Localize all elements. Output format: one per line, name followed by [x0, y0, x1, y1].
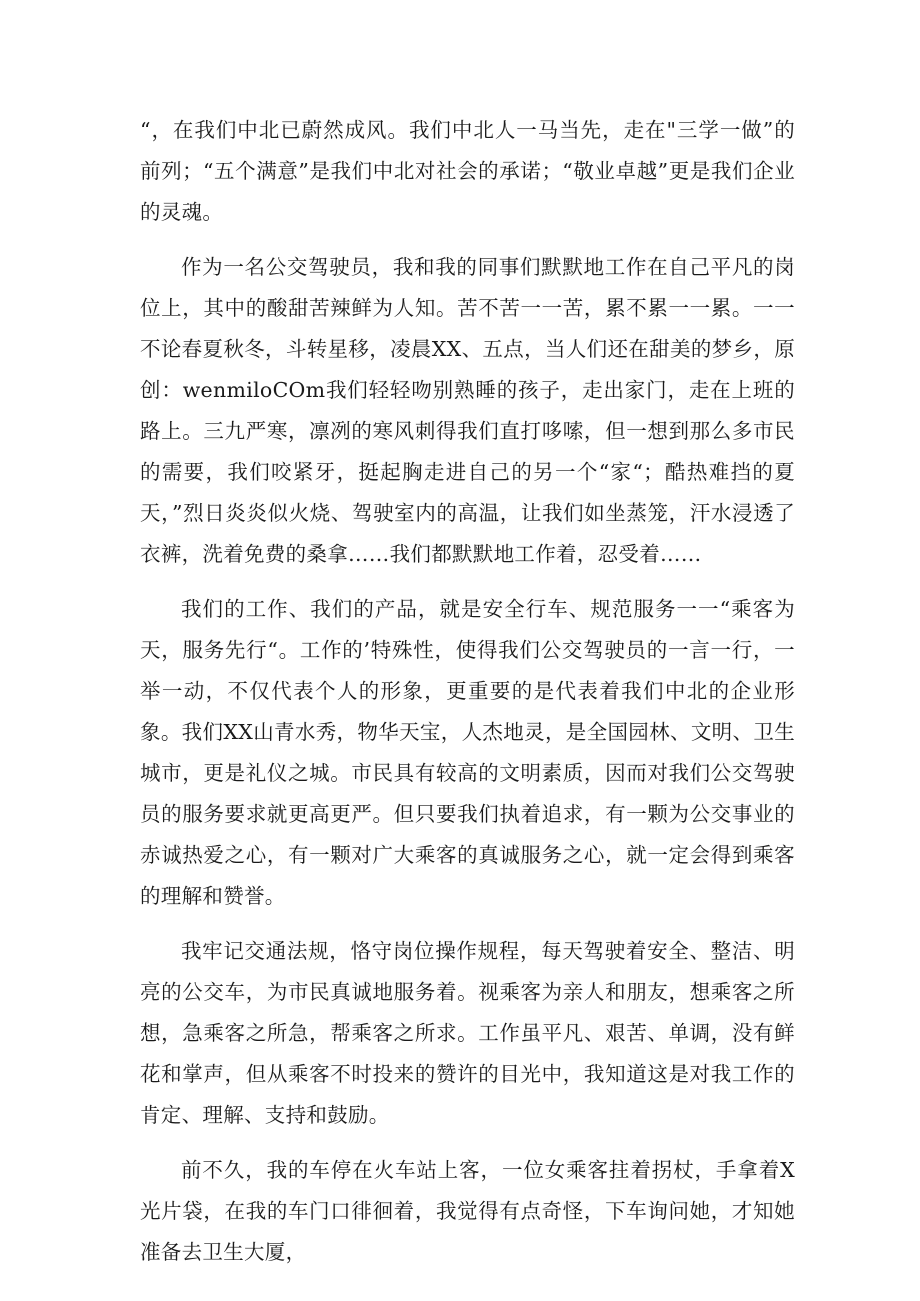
- paragraph-gap: [140, 233, 795, 247]
- paragraph-5: 前不久，我的车停在火车站上客，一位女乘客拄着拐杖，手拿着X光片袋，在我的车门口徘徊着，我觉得有点奇怪，下车询问她，才知她准备去卫生大厦，: [140, 1158, 795, 1264]
- paragraph-4: 我牢记交通法规，恪守岗位操作规程，每天驾驶着安全、整洁、明亮的公交车，为市民真诚地服务着。视乘客为亲人和朋友，想乘客之所想，急乘客之所急，帮乘客之所求。工作虽平凡、艰苦、单调，没有鲜花和掌声，但从乘客不时投来的赞许的目光中，我知道这是对我工作的肯定、理解、支持和鼓励。: [140, 939, 795, 1127]
- paragraph-gap: [140, 917, 795, 931]
- paragraph-2: 作为一名公交驾驶员，我和我的同事们默默地工作在自己平凡的岗位上，其中的酸甜苦辣鲜为人知。苦不苦一一苦，累不累一一累。一一不论春夏秋冬，斗转星移，凌晨XX、五点，当人们还在甜美的梦乡，原创：wenmiloCOm我们轻轻吻别熟睡的孩子，走出家门，走在上班的路上。三九严寒，凛冽的寒风刺得我们直打哆嗦，但一想到那么多市民的需要，我们咬紧牙，挺起胸走进自己的另一个“家“；酷热难挡的夏天，”烈日炎炎似火烧、驾驶室内的高温，让我们如坐蒸笼，汗水浸透了衣裤，洗着免费的桑拿……我们都默默地工作着，忍受着……: [140, 255, 795, 566]
- paragraph-1: “，在我们中北已蔚然成风。我们中北人一马当先，走在"三学一做”的前列；“五个满意”是我们中北对社会的承诺；“敬业卓越”更是我们企业的灵魂。: [140, 118, 795, 224]
- paragraph-gap: [140, 575, 795, 589]
- document-body: [140, 110, 795, 1273]
- paragraph-gap: [140, 1136, 795, 1150]
- paragraph-3: 我们的工作、我们的产品，就是安全行车、规范服务一一“乘客为天，服务先行“。工作的’特殊性，使得我们公交驾驶员的一言一行，一举一动，不仅代表个人的形象，更重要的是代表着我们中北的企业形象。我们XX山青水秀，物华天宝，人杰地灵，是全国园林、文明、卫生城市，更是礼仪之城。市民具有较高的文明素质，因而对我们公交驾驶员的服务要求就更高更严。但只要我们执着追求，有一颗为公交事业的赤诚热爱之心，有一颗对广大乘客的真诚服务之心，就一定会得到乘客的理解和赞誉。: [140, 597, 795, 908]
